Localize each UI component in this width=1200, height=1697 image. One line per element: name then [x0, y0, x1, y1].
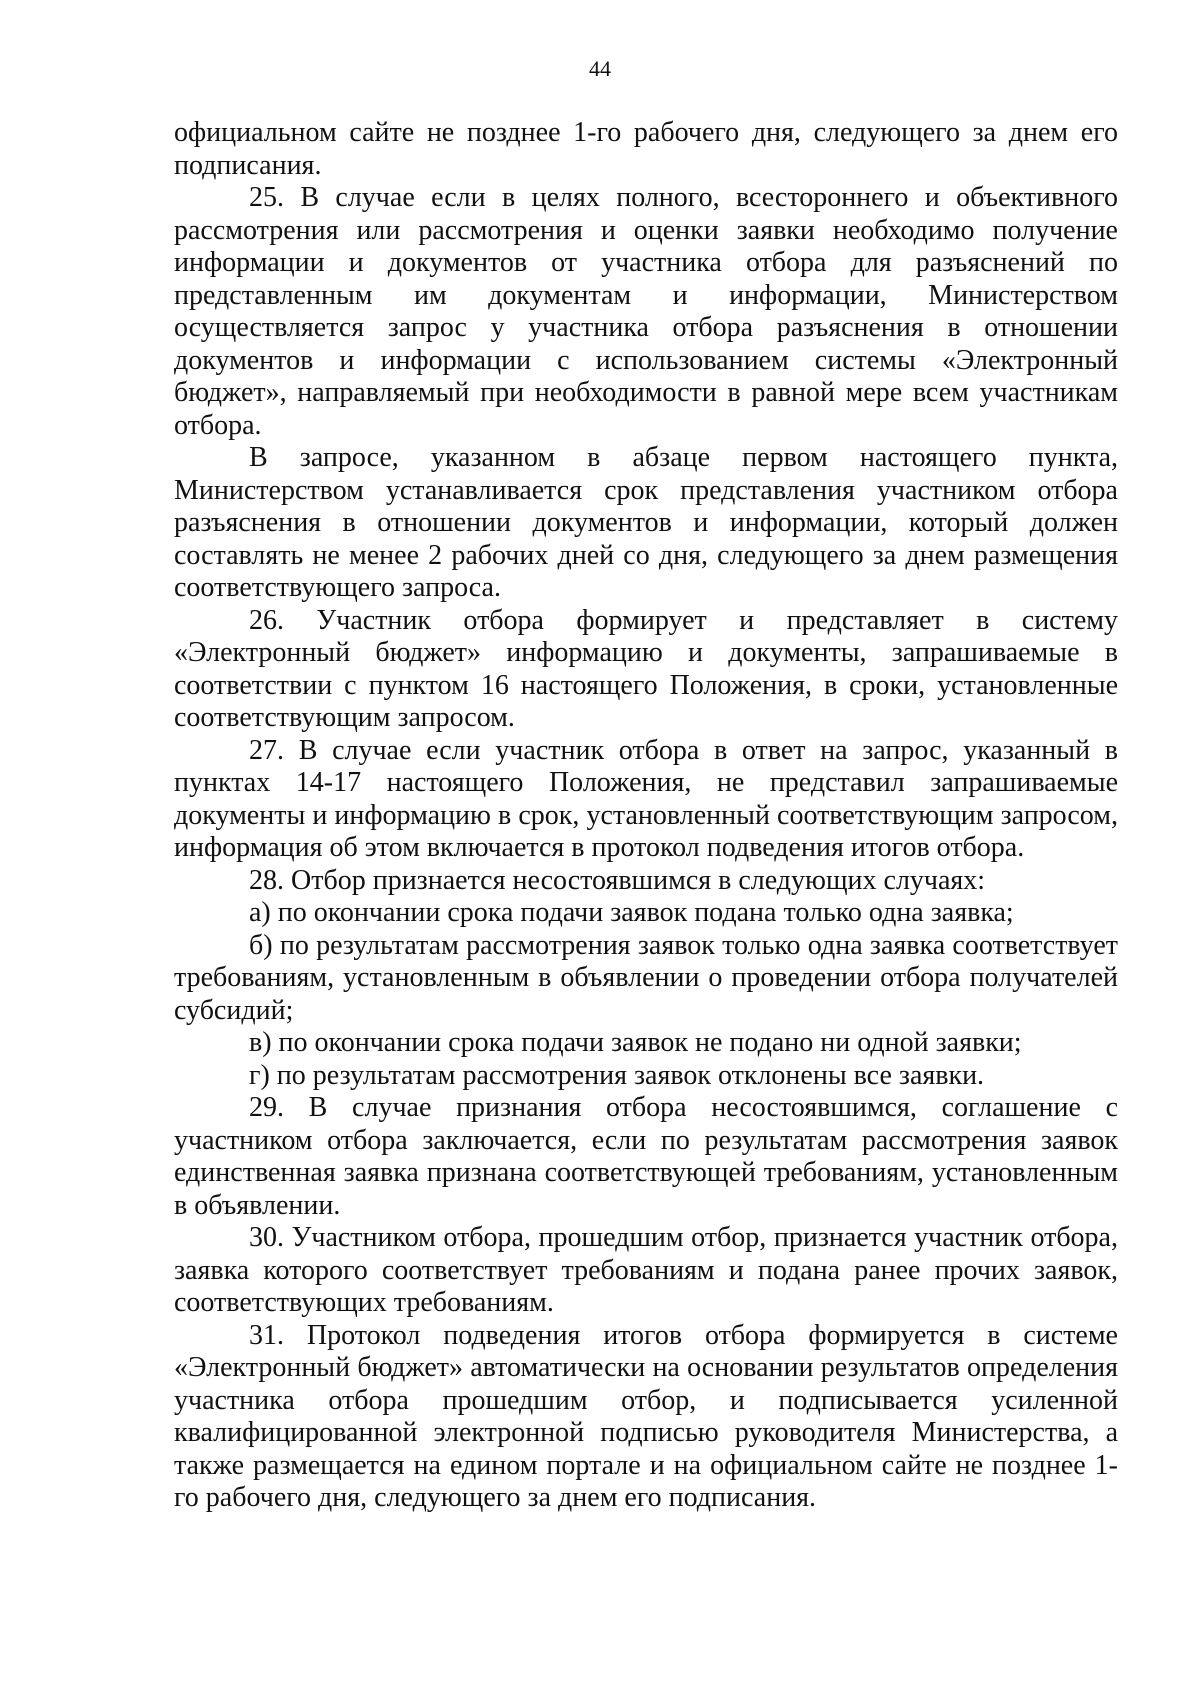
paragraph-continuation: официальном сайте не позднее 1-го рабочего дня, следующего за днем его подписания.: [174, 117, 1118, 181]
paragraph-31: 31. Протокол подведения итогов отбора формируется в системе «Электронный бюджет» автоматически на основании результатов определения участника отбора прошедшим отбор, и подписывается усиленной квалифицированной электронной подписью руководителя Министерства, а также размещается на едином портале и на официальном сайте не позднее 1-го рабочего дня, следующего за днем его подписания.: [174, 1319, 1118, 1513]
paragraph-26: 26. Участник отбора формирует и представляет в систему «Электронный бюджет» информацию и документы, запрашиваемые в соответствии с пунктом 16 настоящего Положения, в сроки, установленные соответствующим запросом.: [174, 604, 1118, 733]
paragraph-27: 27. В случае если участник отбора в ответ на запрос, указанный в пунктах 14-17 настоящего Положения, не представил запрашиваемые документы и информацию в срок, установленный соответствующим запросом, информация об этом включается в протокол подведения итогов отбора.: [174, 734, 1118, 863]
list-item-v: в) по окончании срока подачи заявок не подано ни одной заявки;: [249, 1027, 1022, 1058]
paragraph-30: 30. Участником отбора, прошедшим отбор, признается участник отбора, заявка которого соответствует требованиям и подана ранее прочих заявок, соответствующих требованиям.: [174, 1222, 1118, 1318]
paragraph-25-request: В запросе, указанном в абзаце первом настоящего пункта, Министерством устанавливается срок представления участником отбора разъяснения в отношении документов и информации, который должен составлять не менее 2 рабочих дней со дня, следующего за днем размещения соответствующего запроса.: [174, 442, 1118, 603]
paragraph-25: 25. В случае если в целях полного, всестороннего и объективного рассмотрения или рассмотрения и оценки заявки необходимо получение информации и документов от участника отбора для разъяснений по представленным им документам и информации, Министерством осуществляется запрос у участника отбора разъяснения в отношении документов и информации с использованием системы «Электронный бюджет», направляемый при необходимости в равной мере всем участникам отбора.: [174, 182, 1118, 441]
list-item-a: а) по окончании срока подачи заявок подана только одна заявка;: [249, 897, 1014, 928]
paragraph-28: 28. Отбор признается несостоявшимся в следующих случаях:: [249, 864, 986, 896]
list-item-g: г) по результатам рассмотрения заявок отклонены все заявки.: [249, 1059, 985, 1091]
document-body: [174, 117, 1118, 1515]
paragraph-29: 29. В случае признания отбора несостоявшимся, соглашение с участником отбора заключается, если по результатам рассмотрения заявок единственная заявка признана соответствующей требованиям, установленным в объявлении.: [174, 1092, 1118, 1221]
page-number: 44: [589, 56, 611, 81]
list-item-b: б) по результатам рассмотрения заявок только одна заявка соответствует требованиям, установленным в объявлении о проведении отбора получателей субсидий;: [174, 929, 1118, 1026]
